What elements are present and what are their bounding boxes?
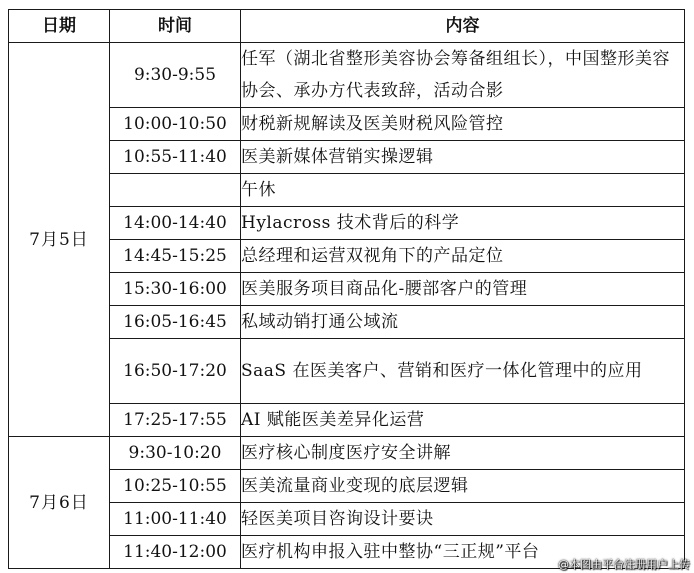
table-row: [9, 108, 685, 141]
content-cell: 医疗机构申报入驻中整协“三正规”平台: [241, 536, 685, 569]
content-cell: AI 赋能医美差异化运营: [241, 404, 685, 437]
time-cell: 14:45-15:25: [110, 240, 241, 273]
content-cell: 任军（湖北省整形美容协会筹备组组长），中国整形美容协会、承办方代表致辞，活动合影: [241, 43, 685, 108]
time-cell: [110, 174, 241, 207]
content-cell: 总经理和运营双视角下的产品定位: [241, 240, 685, 273]
content-cell: SaaS 在医美客户、营销和医疗一体化管理中的应用: [241, 339, 685, 404]
schedule-table: [8, 9, 685, 569]
time-cell: 9:30-10:20: [110, 437, 241, 470]
content-cell: 医疗核心制度医疗安全讲解: [241, 437, 685, 470]
time-cell: 14:00-14:40: [110, 207, 241, 240]
table-row: [9, 503, 685, 536]
content-cell: 午休: [241, 174, 685, 207]
table-row: [9, 306, 685, 339]
time-cell: 16:05-16:45: [110, 306, 241, 339]
content-cell: 医美服务项目商品化-腰部客户的管理: [241, 273, 685, 306]
time-cell: 11:00-11:40: [110, 503, 241, 536]
content-cell: 医美流量商业变现的底层逻辑: [241, 470, 685, 503]
time-cell: 15:30-16:00: [110, 273, 241, 306]
table-row: [9, 273, 685, 306]
date-cell-day2: 7月6日: [9, 437, 110, 569]
watermark-text: @本图由平台注册用户上传: [558, 558, 690, 571]
table-row: [9, 141, 685, 174]
table-row: [9, 43, 685, 108]
table-row: [9, 240, 685, 273]
content-cell: 财税新规解读及医美财税风险管控: [241, 108, 685, 141]
table-row: [9, 339, 685, 404]
time-cell: 10:55-11:40: [110, 141, 241, 174]
content-cell: Hylacross 技术背后的科学: [241, 207, 685, 240]
time-cell: 11:40-12:00: [110, 536, 241, 569]
time-cell: 10:25-10:55: [110, 470, 241, 503]
date-cell-day1: 7月5日: [9, 43, 110, 437]
time-cell: 17:25-17:55: [110, 404, 241, 437]
content-cell: 私域动销打通公域流: [241, 306, 685, 339]
content-cell: 轻医美项目咨询设计要诀: [241, 503, 685, 536]
header-date: 日期: [9, 10, 110, 43]
table-row: [9, 470, 685, 503]
time-cell: 10:00-10:50: [110, 108, 241, 141]
header-time: 时间: [110, 10, 241, 43]
table-row: [9, 174, 685, 207]
table-row: [9, 404, 685, 437]
header-content: 内容: [241, 10, 685, 43]
table-row: [9, 207, 685, 240]
time-cell: 16:50-17:20: [110, 339, 241, 404]
content-cell: 医美新媒体营销实操逻辑: [241, 141, 685, 174]
time-cell: 9:30-9:55: [110, 43, 241, 108]
table-header-row: [9, 10, 685, 43]
table-row: [9, 437, 685, 470]
